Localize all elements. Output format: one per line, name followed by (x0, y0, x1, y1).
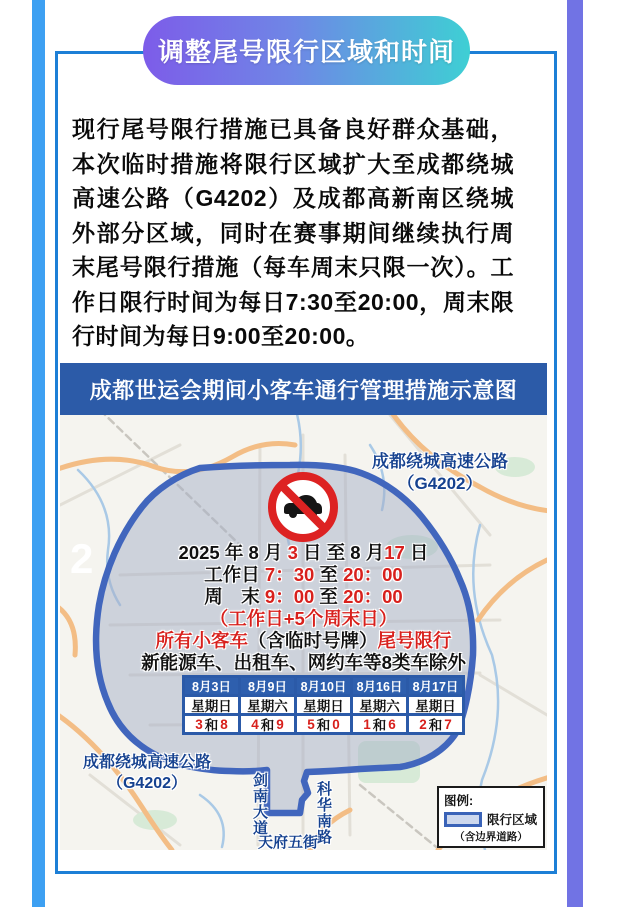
plate-number: 和 (204, 718, 219, 733)
notice-segment: （含临时号牌） (247, 630, 378, 651)
notice-segment: 日 (404, 542, 429, 563)
plate-number: 3 (195, 716, 203, 732)
table-date-cell: 8月9日 (241, 678, 294, 694)
table-weekday-cell: 星期日 (185, 697, 238, 713)
plate-number: 1 (363, 716, 371, 732)
ring-road-label-bottom (74, 753, 220, 795)
restriction-schedule-table (182, 675, 465, 735)
header-badge (143, 16, 470, 85)
notice-segment: 2025 年 8 月 (178, 542, 288, 563)
notice-segment: 新能源车、出租车、网约车等8类车除外 (141, 652, 466, 673)
table-plate-pair-cell (185, 716, 238, 732)
notice-segment: 至 (314, 586, 344, 607)
weekday-hours-line (60, 564, 547, 586)
legend-area-label: 限行区域 (487, 813, 538, 827)
legend-title: 图例: (444, 794, 474, 808)
table-weekday-cell: 星期六 (353, 697, 406, 713)
restriction-notice (60, 542, 547, 674)
intro-paragraph: 现行尾号限行措施已具备良好群众基础，本次临时措施将限行区域扩大至成都绕城高速公路（G4202）及成都高新南区绕城外部分区域，同时在赛事期间继续执行周末尾号限行措施（每车周末只限一次）。工作日限行时间为每日7:30至20:00，周末限行时间为每日9:00至20:00。 (72, 116, 514, 349)
notice-segment: 20：00 (343, 564, 403, 585)
plate-number: 6 (388, 716, 396, 732)
notice-segment: 至 (314, 564, 344, 585)
notice-segment: 7：30 (264, 564, 315, 585)
notice-segment: 所有小客车 (155, 630, 248, 651)
notice-segment: 20：00 (343, 586, 403, 607)
date-range-line (60, 542, 547, 564)
notice-segment: （工作日+5个周末日） (209, 608, 398, 629)
plate-number: 和 (316, 718, 331, 733)
plate-number: 7 (444, 716, 452, 732)
notice-segment: 17 (384, 542, 405, 563)
plate-number: 2 (419, 716, 427, 732)
table-date-cell: 8月16日 (353, 678, 406, 694)
map-legend (437, 786, 545, 848)
right-accent-bar (567, 0, 583, 907)
notice-segment: 9：00 (264, 586, 315, 607)
plate-number: 和 (428, 718, 443, 733)
ring-road-label-top (366, 451, 514, 495)
restricted-area-swatch (444, 812, 482, 827)
notice-segment: 工作日 (204, 564, 265, 585)
table-plate-pair-cell (353, 716, 406, 732)
table-weekday-cell: 星期六 (241, 697, 294, 713)
ring-road-code: （G4202） (106, 774, 188, 792)
scope-line (60, 630, 547, 652)
ring-road-name: 成都绕城高速公路 (82, 754, 211, 771)
plate-number: 和 (372, 718, 387, 733)
weekend-hours-line (60, 586, 547, 608)
road-label-jiannan-avenue: 剑南大道 (251, 772, 268, 836)
plate-number: 5 (307, 716, 315, 732)
table-weekday-cell: 星期日 (409, 697, 462, 713)
notice-segment: 日 至 8 月 (297, 542, 385, 563)
plate-number: 8 (220, 716, 228, 732)
plate-number: 0 (332, 716, 340, 732)
map-banner-title: 成都世运会期间小客车通行管理措施示意图 (89, 377, 518, 403)
exemption-line (60, 652, 547, 674)
page-number-watermark: 2 (70, 535, 94, 582)
table-plate-pair-cell (409, 716, 462, 732)
ring-road-name: 成都绕城高速公路 (372, 452, 508, 471)
day-count-line (60, 608, 547, 630)
left-accent-bar (32, 0, 45, 907)
table-weekday-cell: 星期日 (297, 697, 350, 713)
table-date-cell: 8月10日 (297, 678, 350, 694)
notice-segment: 尾号限行 (377, 630, 452, 651)
legend-note: （含边界道路） (454, 831, 528, 843)
plate-number: 4 (251, 716, 259, 732)
no-car-icon (272, 476, 334, 538)
map-banner (60, 363, 547, 415)
table-plate-pair-cell (297, 716, 350, 732)
road-label-kehua-south-road: 科华南路 (315, 781, 332, 845)
table-date-cell: 8月3日 (185, 678, 238, 694)
restriction-map (60, 415, 547, 850)
plate-number: 9 (276, 716, 284, 732)
road-label-tianfu-5th-street: 天府五街 (258, 834, 319, 850)
plate-number: 和 (260, 718, 275, 733)
notice-segment: 周 末 (204, 586, 265, 607)
header-badge-title: 调整尾号限行区域和时间 (157, 37, 455, 67)
notice-segment: 3 (287, 542, 298, 563)
table-date-cell: 8月17日 (409, 678, 462, 694)
table-plate-pair-cell (241, 716, 294, 732)
ring-road-code: （G4202） (397, 474, 483, 494)
